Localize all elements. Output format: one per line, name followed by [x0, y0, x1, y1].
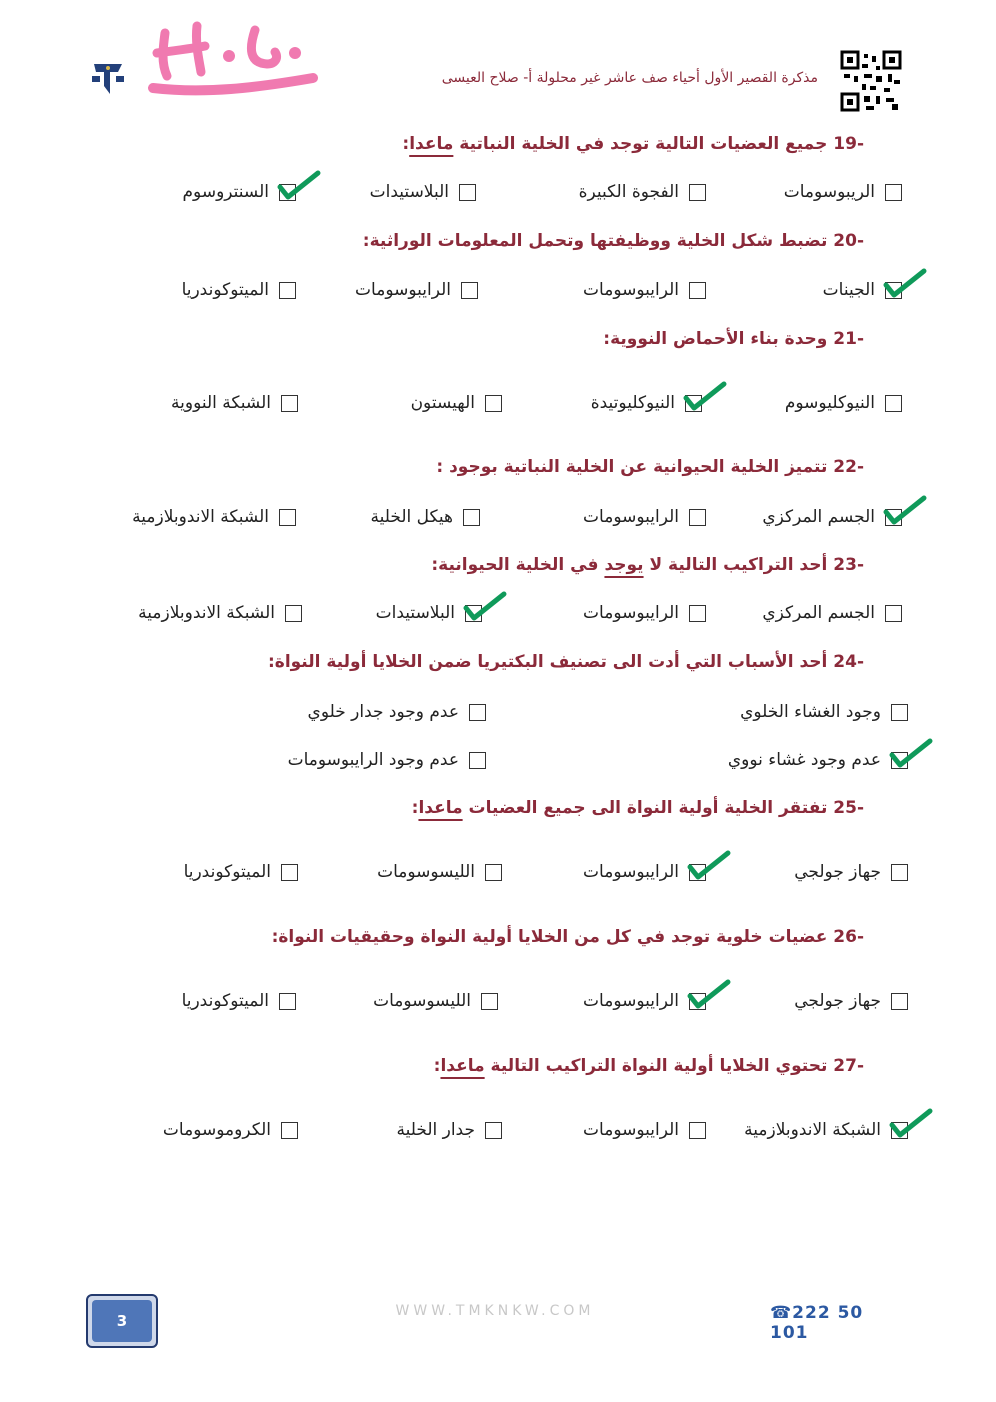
checkbox[interactable] — [689, 509, 706, 526]
checkbox[interactable] — [885, 184, 902, 201]
option-19-a[interactable]: الريبوسومات — [784, 182, 902, 202]
checkbox[interactable] — [463, 509, 480, 526]
check-mark-icon — [888, 735, 934, 771]
option-24-d[interactable]: عدم وجود الرايبوسومات — [288, 750, 486, 770]
checkbox[interactable] — [461, 282, 478, 299]
option-27-d[interactable]: الكروموسومات — [163, 1120, 298, 1140]
option-27-a[interactable]: الشبكة الاندوبلازمية — [744, 1120, 908, 1140]
option-22-a[interactable]: الجسم المركزي — [762, 507, 902, 527]
checkbox[interactable] — [279, 509, 296, 526]
question-27: -27 تحتوي الخلايا أولية النواة التراكيب التالية ماعدا: — [433, 1056, 864, 1076]
checkbox[interactable] — [689, 184, 706, 201]
checkbox[interactable] — [685, 395, 702, 412]
option-27-c[interactable]: جدار الخلية — [396, 1120, 502, 1140]
option-22-b[interactable]: الرايبوسومات — [583, 507, 706, 527]
option-23-b[interactable]: الرايبوسومات — [583, 603, 706, 623]
option-22-c[interactable]: هيكل الخلية — [370, 507, 480, 527]
option-25-d[interactable]: الميتوكوندريا — [184, 862, 298, 882]
question-26: -26 عضيات خلوية توجد في كل من الخلايا أولية النواة وحقيقيات النواة: — [271, 927, 864, 947]
option-19-d[interactable]: السنتروسوم — [183, 182, 296, 202]
option-25-c[interactable]: الليسوسومات — [377, 862, 502, 882]
checkbox[interactable] — [885, 395, 902, 412]
checkbox[interactable] — [279, 993, 296, 1010]
question-23: -23 أحد التراكيب التالية لا يوجد في الخلية الحيوانية: — [431, 555, 864, 575]
option-20-d[interactable]: الميتوكوندريا — [182, 280, 296, 300]
phone-number: ☎222 50 101 — [770, 1303, 864, 1343]
option-22-d[interactable]: الشبكة الاندوبلازمية — [132, 507, 296, 527]
page-number-badge — [86, 1294, 158, 1348]
page-header-title: مذكرة القصير الأول أحياء صف عاشر غير محلولة أ- صلاح العيسى — [441, 70, 818, 86]
check-mark-icon — [682, 378, 728, 414]
checkbox[interactable] — [689, 993, 706, 1010]
option-26-d[interactable]: الميتوكوندريا — [182, 991, 296, 1011]
option-20-b[interactable]: الرايبوسومات — [583, 280, 706, 300]
checkbox[interactable] — [891, 704, 908, 721]
option-23-d[interactable]: الشبكة الاندوبلازمية — [138, 603, 302, 623]
option-27-b[interactable]: الرايبوسومات — [583, 1120, 706, 1140]
checkbox[interactable] — [689, 864, 706, 881]
question-25: -25 تفتقر الخلية أولية النواة الى جميع العضيات ماعدا: — [411, 798, 864, 818]
option-21-b[interactable]: النيوكليوتيدة — [591, 393, 702, 413]
checkbox[interactable] — [689, 605, 706, 622]
check-mark-icon — [686, 847, 732, 883]
checkbox[interactable] — [285, 605, 302, 622]
checkbox[interactable] — [485, 395, 502, 412]
check-mark-icon — [888, 1105, 934, 1141]
checkbox[interactable] — [469, 704, 486, 721]
checkbox[interactable] — [485, 1122, 502, 1139]
checkbox[interactable] — [891, 1122, 908, 1139]
checkbox[interactable] — [885, 509, 902, 526]
checkbox[interactable] — [891, 993, 908, 1010]
checkbox[interactable] — [469, 752, 486, 769]
school-logo-icon — [88, 56, 128, 98]
option-19-b[interactable]: الفجوة الكبيرة — [579, 182, 706, 202]
checkbox[interactable] — [891, 752, 908, 769]
checkbox[interactable] — [465, 605, 482, 622]
question-22: -22 تتميز الخلية الحيوانية عن الخلية النباتية بوجود : — [436, 457, 864, 477]
option-19-c[interactable]: البلاستيدات — [370, 182, 476, 202]
checkbox[interactable] — [281, 1122, 298, 1139]
qr-code-icon — [840, 50, 902, 112]
checkbox[interactable] — [885, 605, 902, 622]
option-25-a[interactable]: جهاز جولجي — [794, 862, 908, 882]
check-mark-icon — [276, 167, 322, 203]
option-23-a[interactable]: الجسم المركزي — [762, 603, 902, 623]
checkbox[interactable] — [885, 282, 902, 299]
checkbox[interactable] — [481, 993, 498, 1010]
question-19: -19 جميع العضيات التالية توجد في الخلية النباتية ماعدا: — [402, 134, 864, 154]
option-26-b[interactable]: الرايبوسومات — [583, 991, 706, 1011]
checkbox[interactable] — [459, 184, 476, 201]
handwritten-mark — [145, 8, 320, 108]
checkbox[interactable] — [279, 282, 296, 299]
option-23-c[interactable]: البلاستيدات — [376, 603, 482, 623]
option-26-c[interactable]: الليسوسومات — [373, 991, 498, 1011]
option-24-b[interactable]: عدم وجود جدار خلوي — [308, 702, 486, 722]
checkbox[interactable] — [281, 395, 298, 412]
option-24-a[interactable]: وجود الغشاء الخلوي — [740, 702, 908, 722]
page-number: 3 — [92, 1300, 152, 1342]
option-21-d[interactable]: الشبكة النووية — [171, 393, 298, 413]
check-mark-icon — [462, 588, 508, 624]
checkbox[interactable] — [485, 864, 502, 881]
checkbox[interactable] — [891, 864, 908, 881]
check-mark-icon — [882, 492, 928, 528]
checkbox[interactable] — [281, 864, 298, 881]
option-20-c[interactable]: الرايبوسومات — [355, 280, 478, 300]
option-24-c[interactable]: عدم وجود غشاء نووي — [728, 750, 908, 770]
option-26-a[interactable]: جهاز جولجي — [794, 991, 908, 1011]
checkbox[interactable] — [279, 184, 296, 201]
question-24: -24 أحد الأسباب التي أدت الى تصنيف البكتيريا ضمن الخلايا أولية النواة: — [267, 652, 864, 672]
checkbox[interactable] — [689, 282, 706, 299]
option-21-a[interactable]: النيوكليوسوم — [785, 393, 902, 413]
option-25-b[interactable]: الرايبوسومات — [583, 862, 706, 882]
check-mark-icon — [686, 976, 732, 1012]
option-21-c[interactable]: الهيستون — [411, 393, 502, 413]
question-21: -21 وحدة بناء الأحماض النووية: — [603, 329, 864, 349]
option-20-a[interactable]: الجينات — [823, 280, 902, 300]
question-20: -20 تضبط شكل الخلية ووظيفتها وتحمل المعلومات الوراثية: — [362, 231, 864, 251]
website-url: WWW.TMKNKW.COM — [395, 1303, 595, 1319]
check-mark-icon — [882, 265, 928, 301]
checkbox[interactable] — [689, 1122, 706, 1139]
